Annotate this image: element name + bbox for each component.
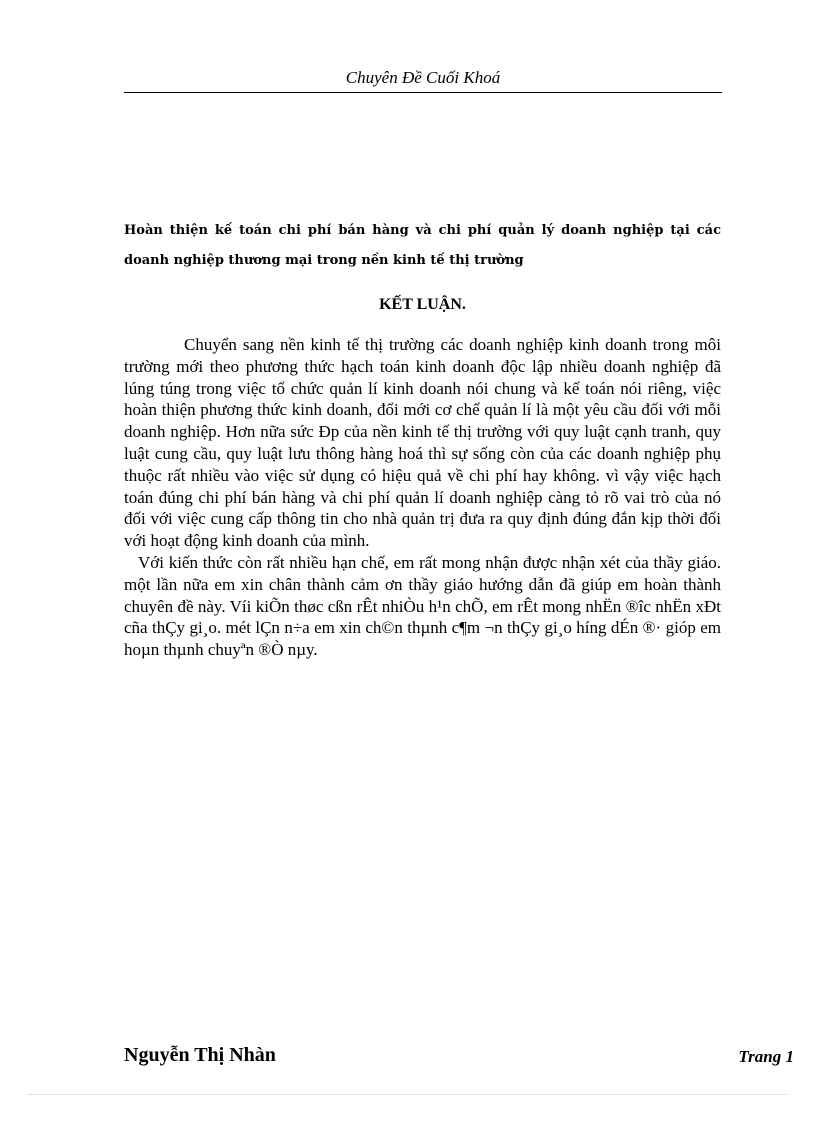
body-text bbox=[124, 334, 721, 661]
page-number: Trang 1 bbox=[738, 1047, 794, 1066]
document-title: Hoàn thiện kế toán chi phí bán hàng và chi phí quản lý doanh nghiệp tại các doanh nghiệp thương mại trong nền kinh tế thị trường bbox=[124, 223, 721, 268]
paragraph-2: Với kiến thức còn rất nhiều hạn chế, em rất mong nhận được nhận xét của thầy giáo. một lần nữa em xin chân thành cảm ơn thầy giáo hướng dẫn đã giúp em hoàn thành chuyên đề này. Víi kiÕn thøc cßn rÊt nhiÒu h¹n chÕ, em rÊt mong nhËn ®îc nhËn xÐt cña thÇy gi¸o. mét lÇn n÷a em xin ch©n thµnh c¶m ¬n thÇy gi¸o híng dÉn ®· gióp em hoµn thµnh chuyªn ®Ò nµy. bbox=[124, 552, 721, 660]
author-name: Nguyễn Thị Nhàn bbox=[124, 1044, 276, 1066]
section-heading: KẾT LUẬN. bbox=[379, 296, 466, 313]
paragraph-1: Chuyển sang nền kinh tế thị trường các doanh nghiệp kinh doanh trong môi trường mới theo phương thức hạch toán kinh doanh độc lập nhiều doanh nghiệp đã lúng túng trong việc tổ chức quản lí kinh doanh nói chung và kế toán nói riêng, việc hoàn thiện phương thức kinh doanh, đổi mới cơ chế quản lí là một yêu cầu đối với mỗi doanh nghiệp. Hơn nữa sức Đp của nền kinh tế thị trường với quy luật cạnh tranh, quy luật cung cầu, quy luật lưu thông hàng hoá thì sự sống còn của các doanh nghiệp phụ thuộc rất nhiều vào việc sử dụng có hiệu quả về chi phí hay không. vì vậy việc hạch toán đúng chi phí bán hàng và chi phí quản lí doanh nghiệp càng tỏ rõ vai trò của nó đối với việc cung cấp thông tin cho nhà quản trị đưa ra quy định đúng đắn kịp thời đối với hoạt động kinh doanh của mình. bbox=[124, 335, 721, 551]
running-header: Chuyên Đề Cuối Khoá bbox=[124, 68, 722, 93]
page-bottom-divider bbox=[28, 1094, 788, 1095]
